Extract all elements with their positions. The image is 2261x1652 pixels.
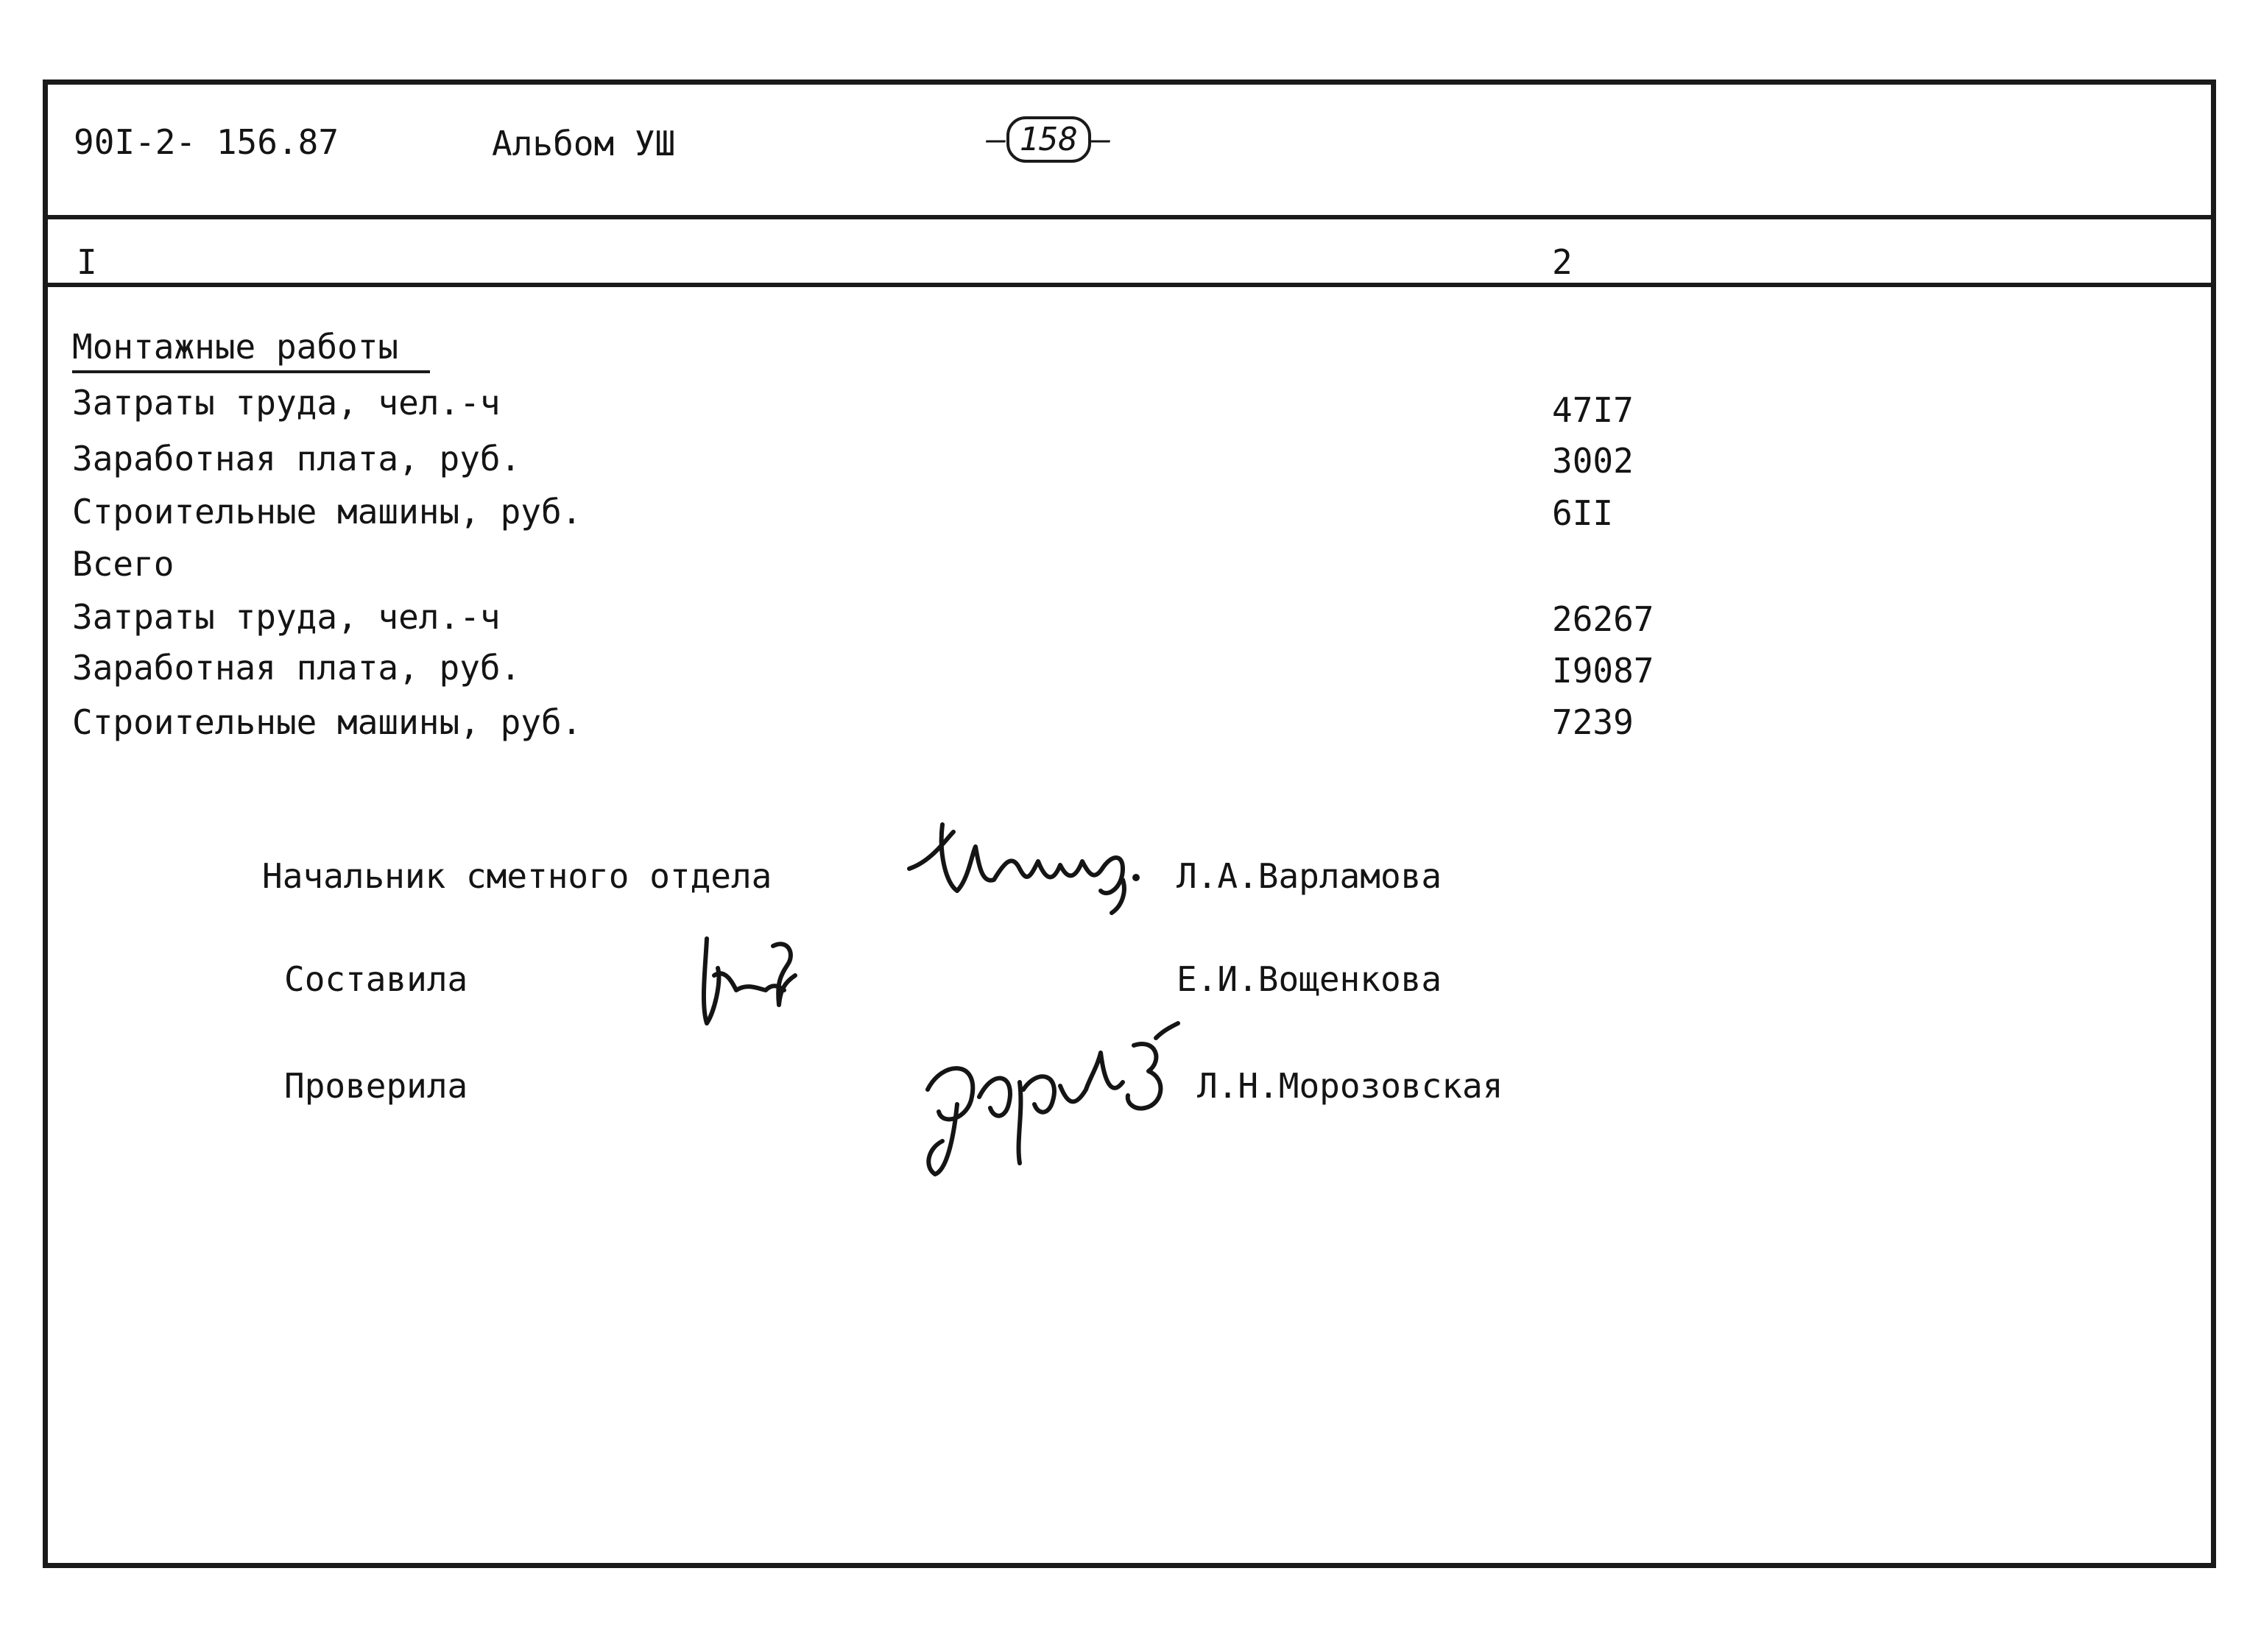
header-rule [48, 215, 2216, 219]
row-value: 6II [1552, 493, 1614, 533]
section-title-underline [72, 370, 430, 373]
signatory-name: Е.И.Вощенкова [1177, 959, 1442, 999]
row-value: 3002 [1552, 441, 1634, 481]
signature-role: Проверила [284, 1066, 468, 1106]
row-value: 47I7 [1552, 390, 1634, 430]
signatory-name: Л.А.Варламова [1177, 856, 1442, 896]
signature-role: Начальник сметного отдела [262, 856, 772, 896]
section-title-mounting: Монтажные работы [72, 327, 399, 367]
column-header-rule [48, 283, 2216, 287]
signature-role: Составила [284, 959, 468, 999]
page-number: 158 [1006, 116, 1091, 163]
row-value: 26267 [1552, 599, 1654, 639]
document-code: 90I-2- 156.87 [74, 122, 339, 162]
row-label: Заработная плата, руб. [72, 439, 521, 479]
column-2-number: 2 [1552, 242, 1573, 282]
column-1-number: I [77, 242, 97, 282]
handwritten-signature-1 [902, 810, 1145, 920]
row-label: Затраты труда, чел.-ч [72, 597, 501, 637]
row-label: Заработная плата, руб. [72, 648, 521, 688]
row-label: Затраты труда, чел.-ч [72, 383, 501, 423]
row-label: Строительные машины, руб. [72, 492, 582, 532]
row-value: I9087 [1552, 651, 1654, 691]
row-label: Строительные машины, руб. [72, 702, 582, 742]
handwritten-signature-2 [692, 924, 825, 1042]
section-title-total: Всего [72, 544, 174, 584]
album-label: Альбом УШ [492, 124, 676, 163]
signatory-name: Л.Н.Морозовская [1197, 1066, 1503, 1106]
row-value: 7239 [1552, 702, 1634, 742]
page-number-stamp: – 158 – [987, 116, 1110, 163]
handwritten-signature-3 [913, 1016, 1193, 1193]
